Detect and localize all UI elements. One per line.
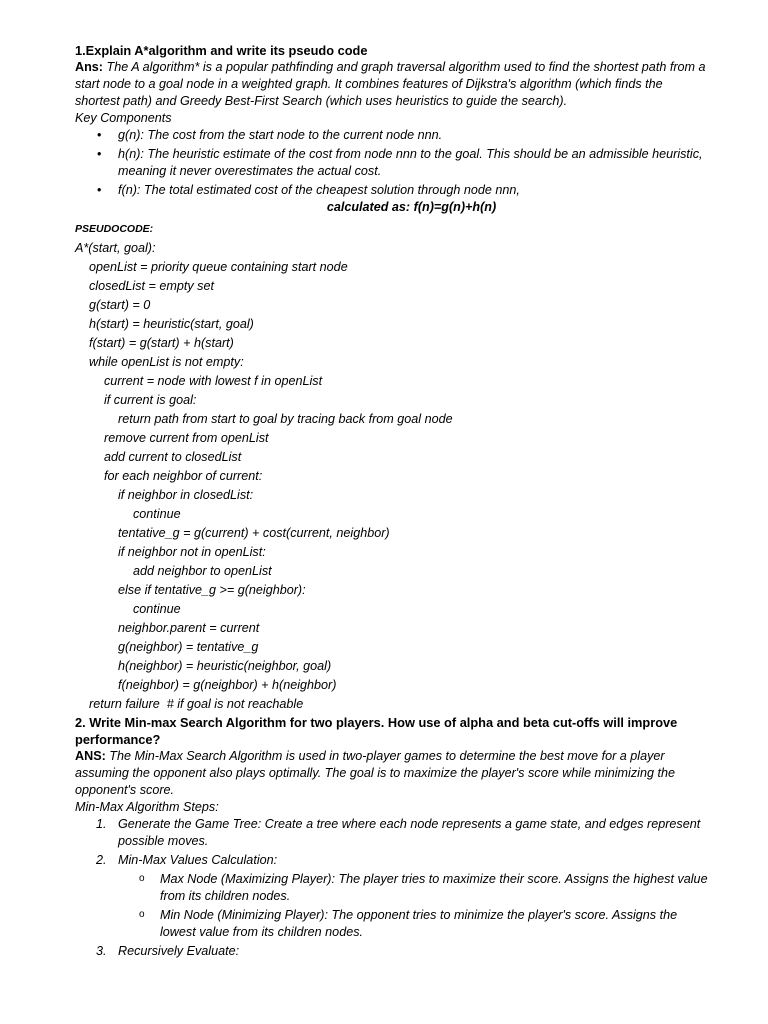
list-item: • g(n): The cost from the start node to the current node nnn.	[75, 127, 708, 144]
step-text: Recursively Evaluate:	[118, 944, 240, 958]
answer-text: The Min-Max Search Algorithm is used in two-player games to determine the best move for a player assuming the opponent also plays optimally. The goal is to maximize the player's score while minimizing the opponent's score.	[75, 749, 675, 797]
code-line: f(start) = g(start) + h(start)	[89, 336, 234, 350]
code-line: A*(start, goal):	[75, 241, 156, 255]
code-line: remove current from openList	[104, 431, 269, 445]
step-text: Min-Max Values Calculation:	[118, 853, 278, 867]
code-line: h(start) = heuristic(start, goal)	[89, 317, 254, 331]
code-line: add neighbor to openList	[133, 564, 272, 578]
list-item: o Min Node (Minimizing Player): The opponent tries to minimize the player's score. Assigns the lowest value from its children nodes.	[75, 907, 708, 941]
list-item: • f(n): The total estimated cost of the cheapest solution through node nnn,	[75, 182, 708, 199]
code-line: g(start) = 0	[89, 298, 151, 312]
code-line: add current to closedList	[104, 450, 242, 464]
question-2-answer	[75, 748, 708, 799]
code-line: if current is goal:	[104, 393, 197, 407]
code-line: return path from start to goal by tracing back from goal node	[118, 412, 453, 426]
code-line: if neighbor in closedList:	[118, 488, 254, 502]
code-line: closedList = empty set	[89, 279, 214, 293]
code-line: openList = priority queue containing start node	[89, 260, 348, 274]
code-line: f(neighbor) = g(neighbor) + h(neighbor)	[118, 678, 337, 692]
question-1-answer	[75, 59, 708, 110]
list-item	[75, 943, 708, 960]
code-line: else if tentative_g >= g(neighbor):	[118, 583, 306, 597]
pseudocode-block	[75, 239, 708, 714]
question-1-heading: 1.Explain A*algorithm and write its pseudo code	[75, 43, 368, 58]
formula-line: calculated as: f(n)=g(n)+h(n)	[326, 200, 497, 214]
code-line: for each neighbor of current:	[104, 469, 263, 483]
list-item	[75, 852, 708, 869]
step-number: 3.	[96, 944, 107, 958]
step-text: Generate the Game Tree: Create a tree where each node represents a game state, and edges represent possible moves.	[118, 817, 701, 848]
steps-list	[75, 816, 708, 960]
sub-list	[75, 871, 708, 941]
step-number: 1.	[96, 817, 107, 831]
code-line: g(neighbor) = tentative_g	[118, 640, 259, 654]
code-line: neighbor.parent = current	[118, 621, 260, 635]
question-2-heading: 2. Write Min-max Search Algorithm for two players. How use of alpha and beta cut-offs will improve performance?	[75, 715, 678, 747]
key-components-list	[75, 127, 708, 199]
code-line: return failure # if goal is not reachable	[89, 697, 304, 711]
code-line: h(neighbor) = heuristic(neighbor, goal)	[118, 659, 332, 673]
list-item: • h(n): The heuristic estimate of the cost from node nnn to the goal. This should be an admissible heuristic, meaning it never overestimates the actual cost.	[75, 146, 708, 180]
code-line: if neighbor not in openList:	[118, 545, 266, 559]
code-line: current = node with lowest f in openList	[104, 374, 323, 388]
answer-label: Ans:	[75, 60, 103, 74]
code-line: continue	[133, 602, 181, 616]
pseudocode-label: PSEUDOCODE:	[75, 223, 154, 235]
list-item: o Max Node (Maximizing Player): The player tries to maximize their score. Assigns the highest value from its children nodes.	[75, 871, 708, 905]
step-number: 2.	[96, 853, 107, 867]
steps-label: Min-Max Algorithm Steps:	[75, 800, 219, 814]
key-components-label: Key Components	[75, 111, 172, 125]
code-line: tentative_g = g(current) + cost(current, neighbor)	[118, 526, 390, 540]
code-line: while openList is not empty:	[89, 355, 244, 369]
code-line: continue	[133, 507, 181, 521]
list-item	[75, 816, 708, 850]
answer-text: The A algorithm* is a popular pathfinding and graph traversal algorithm used to find the shortest path from a start node to a goal node in a weighted graph. It combines features of Dijkstra's algorithm (which finds the shortest path) and Greedy Best-First Search (which uses heuristics to guide the search).	[75, 60, 706, 108]
answer-label: ANS:	[75, 749, 106, 763]
